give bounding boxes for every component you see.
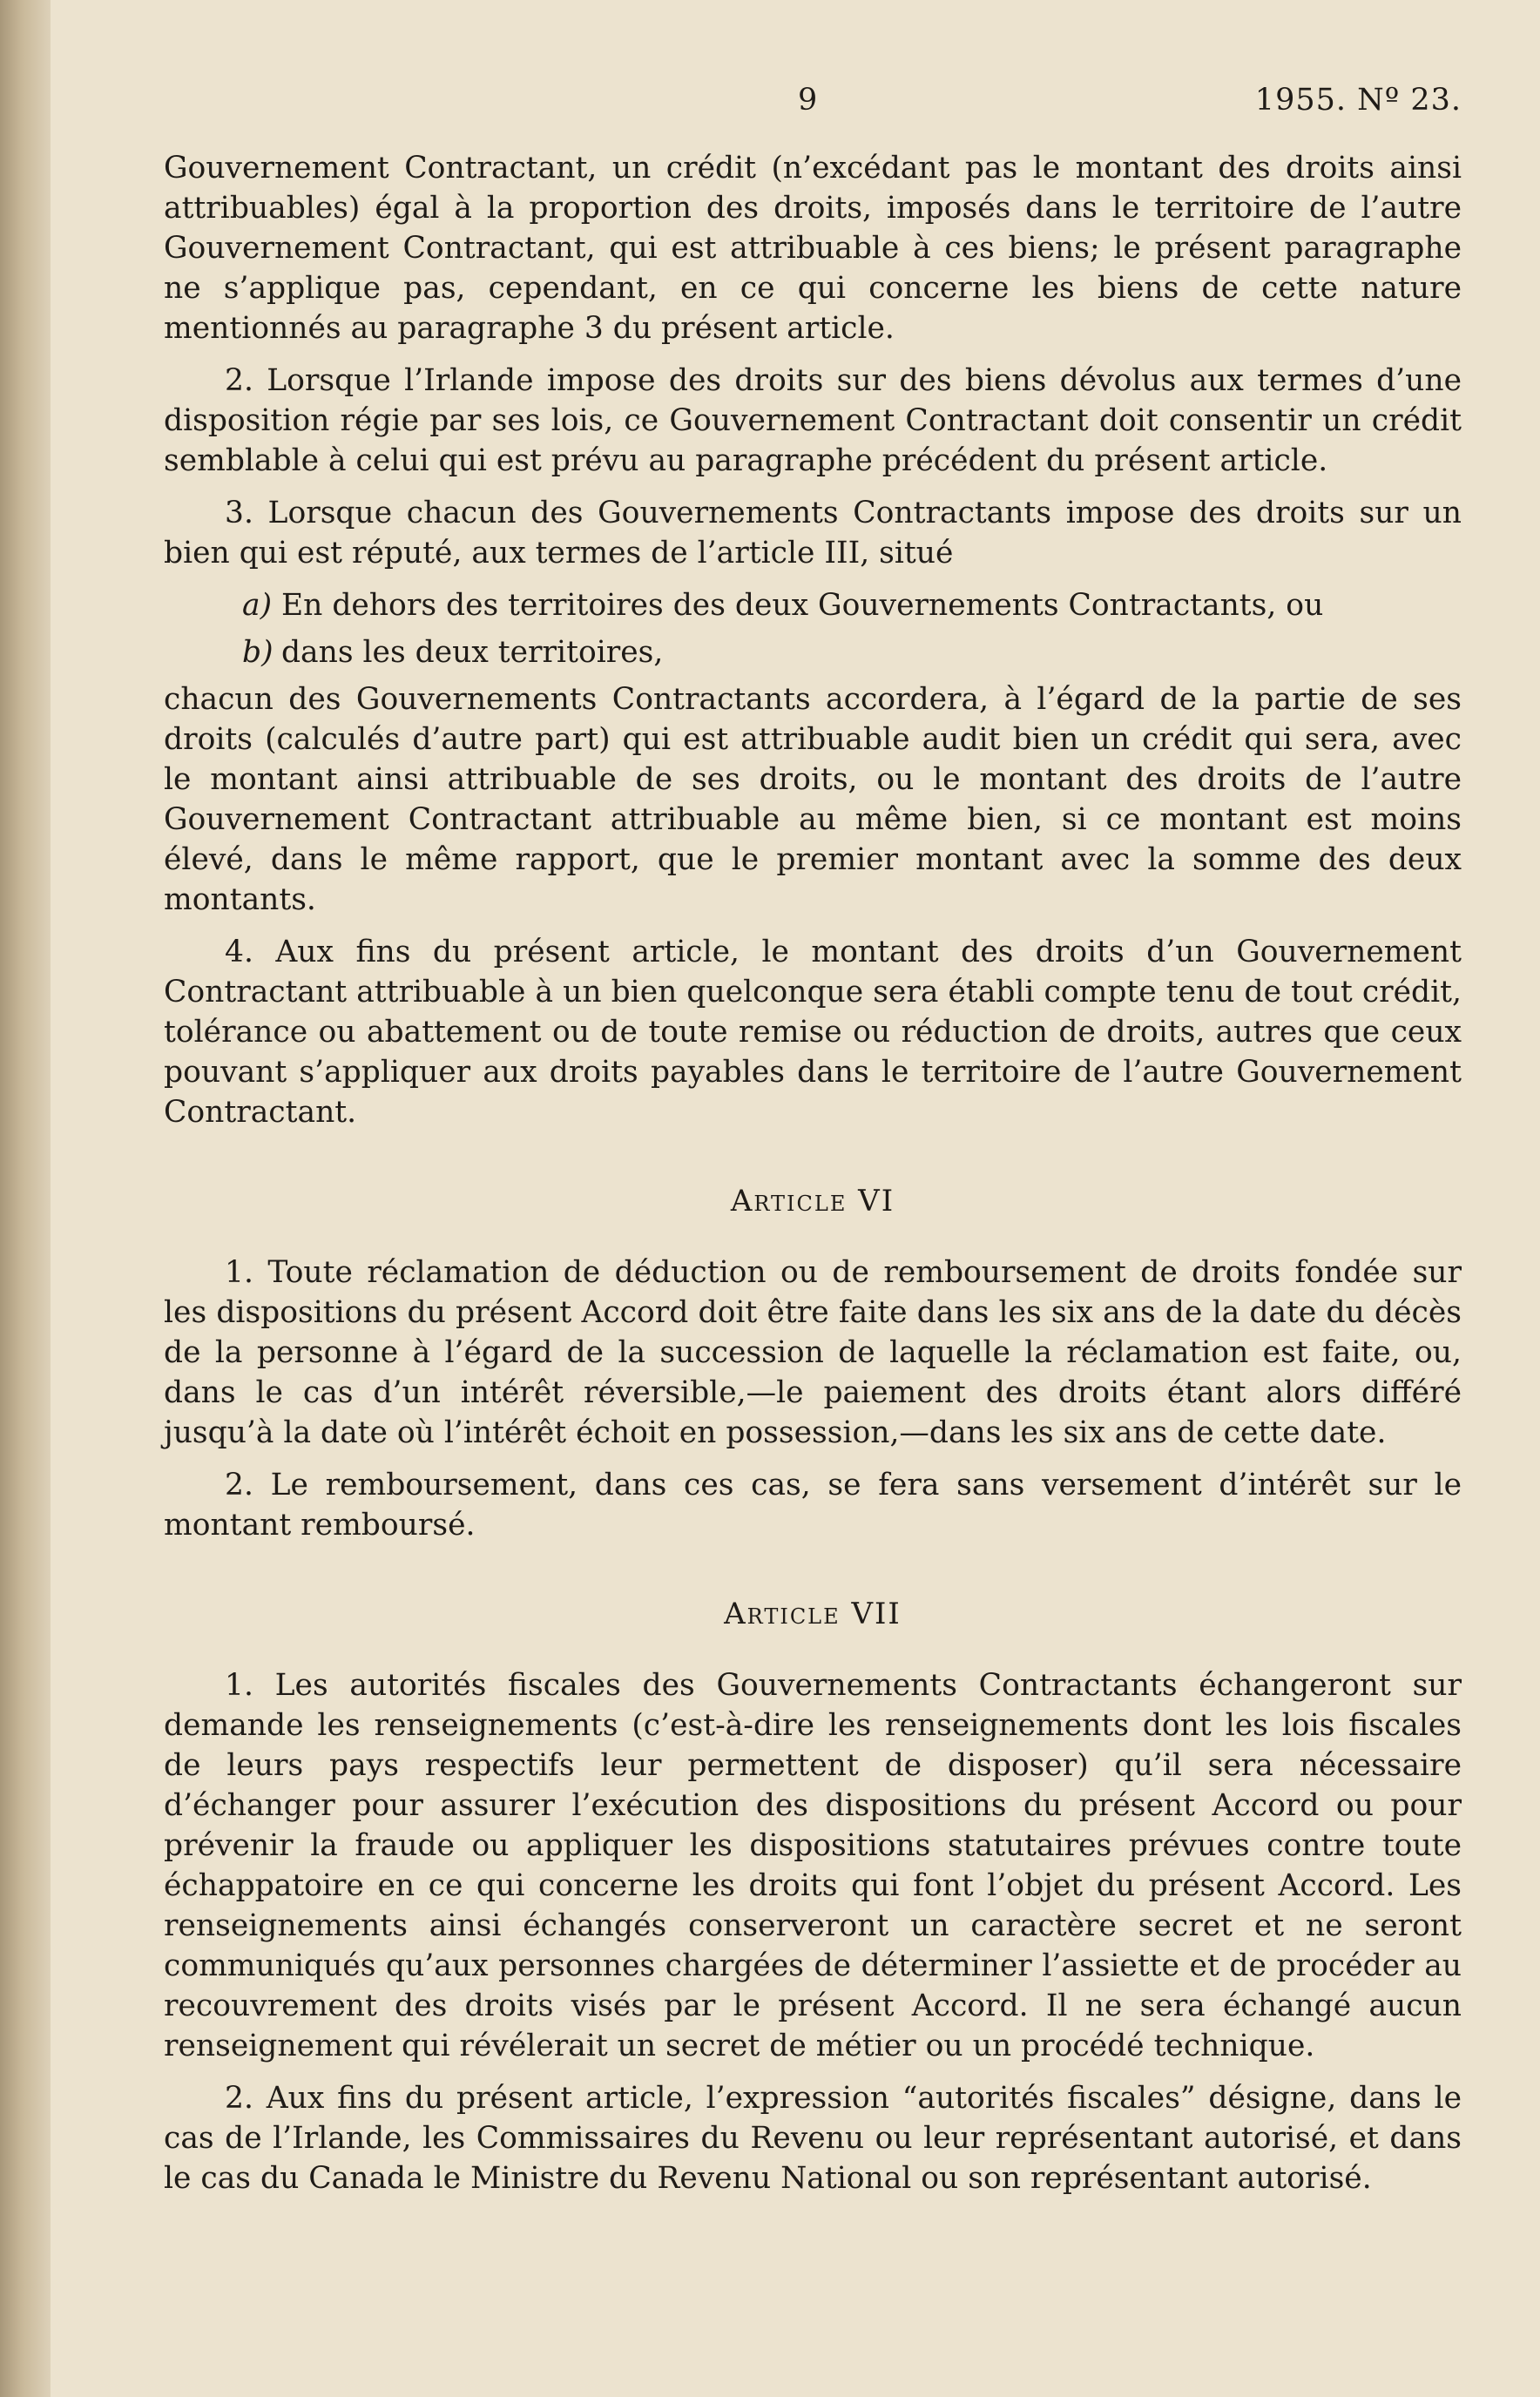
list-item-a-letter: a)	[242, 588, 273, 623]
article-vi-paragraph-1: 1. Toute réclamation de déduction ou de remboursement de droits fondée sur les dispositions du présent Accord doit être faite dans les six ans de la date du décès de la personne à l’égard de la succession de laquelle la réclamation est faite, ou, dans le cas d’un intérêt réversible,—le paiement des droits étant alors différé jusqu’à la date où l’intérêt échoit en possession,—dans les six ans de cette date.	[164, 1255, 1462, 1450]
article-vii-paragraph-2: 2. Aux fins du présent article, l’expression “autorités fiscales” désigne, dans le cas de l’Irlande, les Commissaires du Revenu ou leur représentant autorisé, et dans le cas du Canada le Ministre du Revenu National ou son représentant autorisé.	[164, 2081, 1462, 2196]
article-vii-paragraph-1: 1. Les autorités fiscales des Gouvernements Contractants échangeront sur demande les renseignements (c’est-à-dire les renseignements dont les lois fiscales de leurs pays respectifs leur permettent de disposer) qu’il sera nécessaire d’échanger pour assurer l’exécution des dispositions du présent Accord ou pour prévenir la fraude ou appliquer les dispositions statutaires prévues contre toute échappatoire en ce qui concerne les droits qui font l’objet du présent Accord. Les renseignements ainsi échangés conserveront un caractère secret et ne seront communiqués qu’aux personnes chargées de déterminer l’assiette et de procéder au recouvrement des droits visés par le présent Accord. Il ne sera échangé aucun renseignement qui révélerait un secret de métier ou un procédé technique.	[164, 1668, 1462, 2063]
article-vi-heading: Article VI	[730, 1184, 895, 1219]
list-item-b	[164, 632, 1462, 672]
article-v-paragraph-3-rest: chacun des Gouvernements Contractants accordera, à l’égard de la partie de ses droits (calculés d’autre part) qui est attribuable audit bien un crédit qui sera, avec le montant ainsi attribuable de ses droits, ou le montant des droits de l’autre Gouvernement Contractant attribuable au même bien, si ce montant est moins élevé, dans le même rapport, que le premier montant avec la somme des deux montants.	[164, 682, 1462, 917]
page-number: 9	[798, 83, 818, 118]
article-vi-paragraph-2: 2. Le remboursement, dans ces cas, se fera sans versement d’intérêt sur le montant remboursé.	[164, 1468, 1462, 1543]
document-reference: 1955. Nº 23.	[1254, 83, 1462, 118]
list-item-a-text: En dehors des territoires des deux Gouvernements Contractants, ou	[280, 588, 1324, 623]
article-vii-heading: Article VII	[724, 1597, 902, 1631]
article-v-paragraph-4: 4. Aux fins du présent article, le montant des droits d’un Gouvernement Contractant attribuable à un bien quelconque sera établi compte tenu de tout crédit, tolérance ou abattement ou de toute remise ou réduction de droits, autres que ceux pouvant s’appliquer aux droits payables dans le territoire de l’autre Gouvernement Contractant.	[164, 935, 1462, 1130]
book-spine-shadow	[0, 0, 51, 2397]
article-v-paragraph-3-intro: 3. Lorsque chacun des Gouvernements Contractants impose des droits sur un bien qui est réputé, aux termes de l’article III, situé	[164, 496, 1462, 571]
body-text	[164, 148, 1462, 2211]
list-item-b-text: dans les deux territoires,	[280, 635, 664, 670]
document-page	[51, 0, 1540, 2397]
continued-paragraph: Gouvernement Contractant, un crédit (n’excédant pas le montant des droits ainsi attribuables) égal à la proportion des droits, imposés dans le territoire de l’autre Gouvernement Contractant, qui est attribuable à ces biens; le présent paragraphe ne s’applique pas, cependant, en ce qui concerne les biens de cette nature mentionnés au paragraphe 3 du présent article.	[164, 151, 1462, 346]
list-item-b-letter: b)	[242, 635, 274, 670]
article-v-paragraph-2: 2. Lorsque l’Irlande impose des droits sur des biens dévolus aux termes d’une disposition régie par ses lois, ce Gouvernement Contractant doit consentir un crédit semblable à celui qui est prévu au paragraphe précédent du présent article.	[164, 363, 1462, 478]
running-header	[164, 83, 1462, 126]
list-item-a	[164, 585, 1462, 625]
